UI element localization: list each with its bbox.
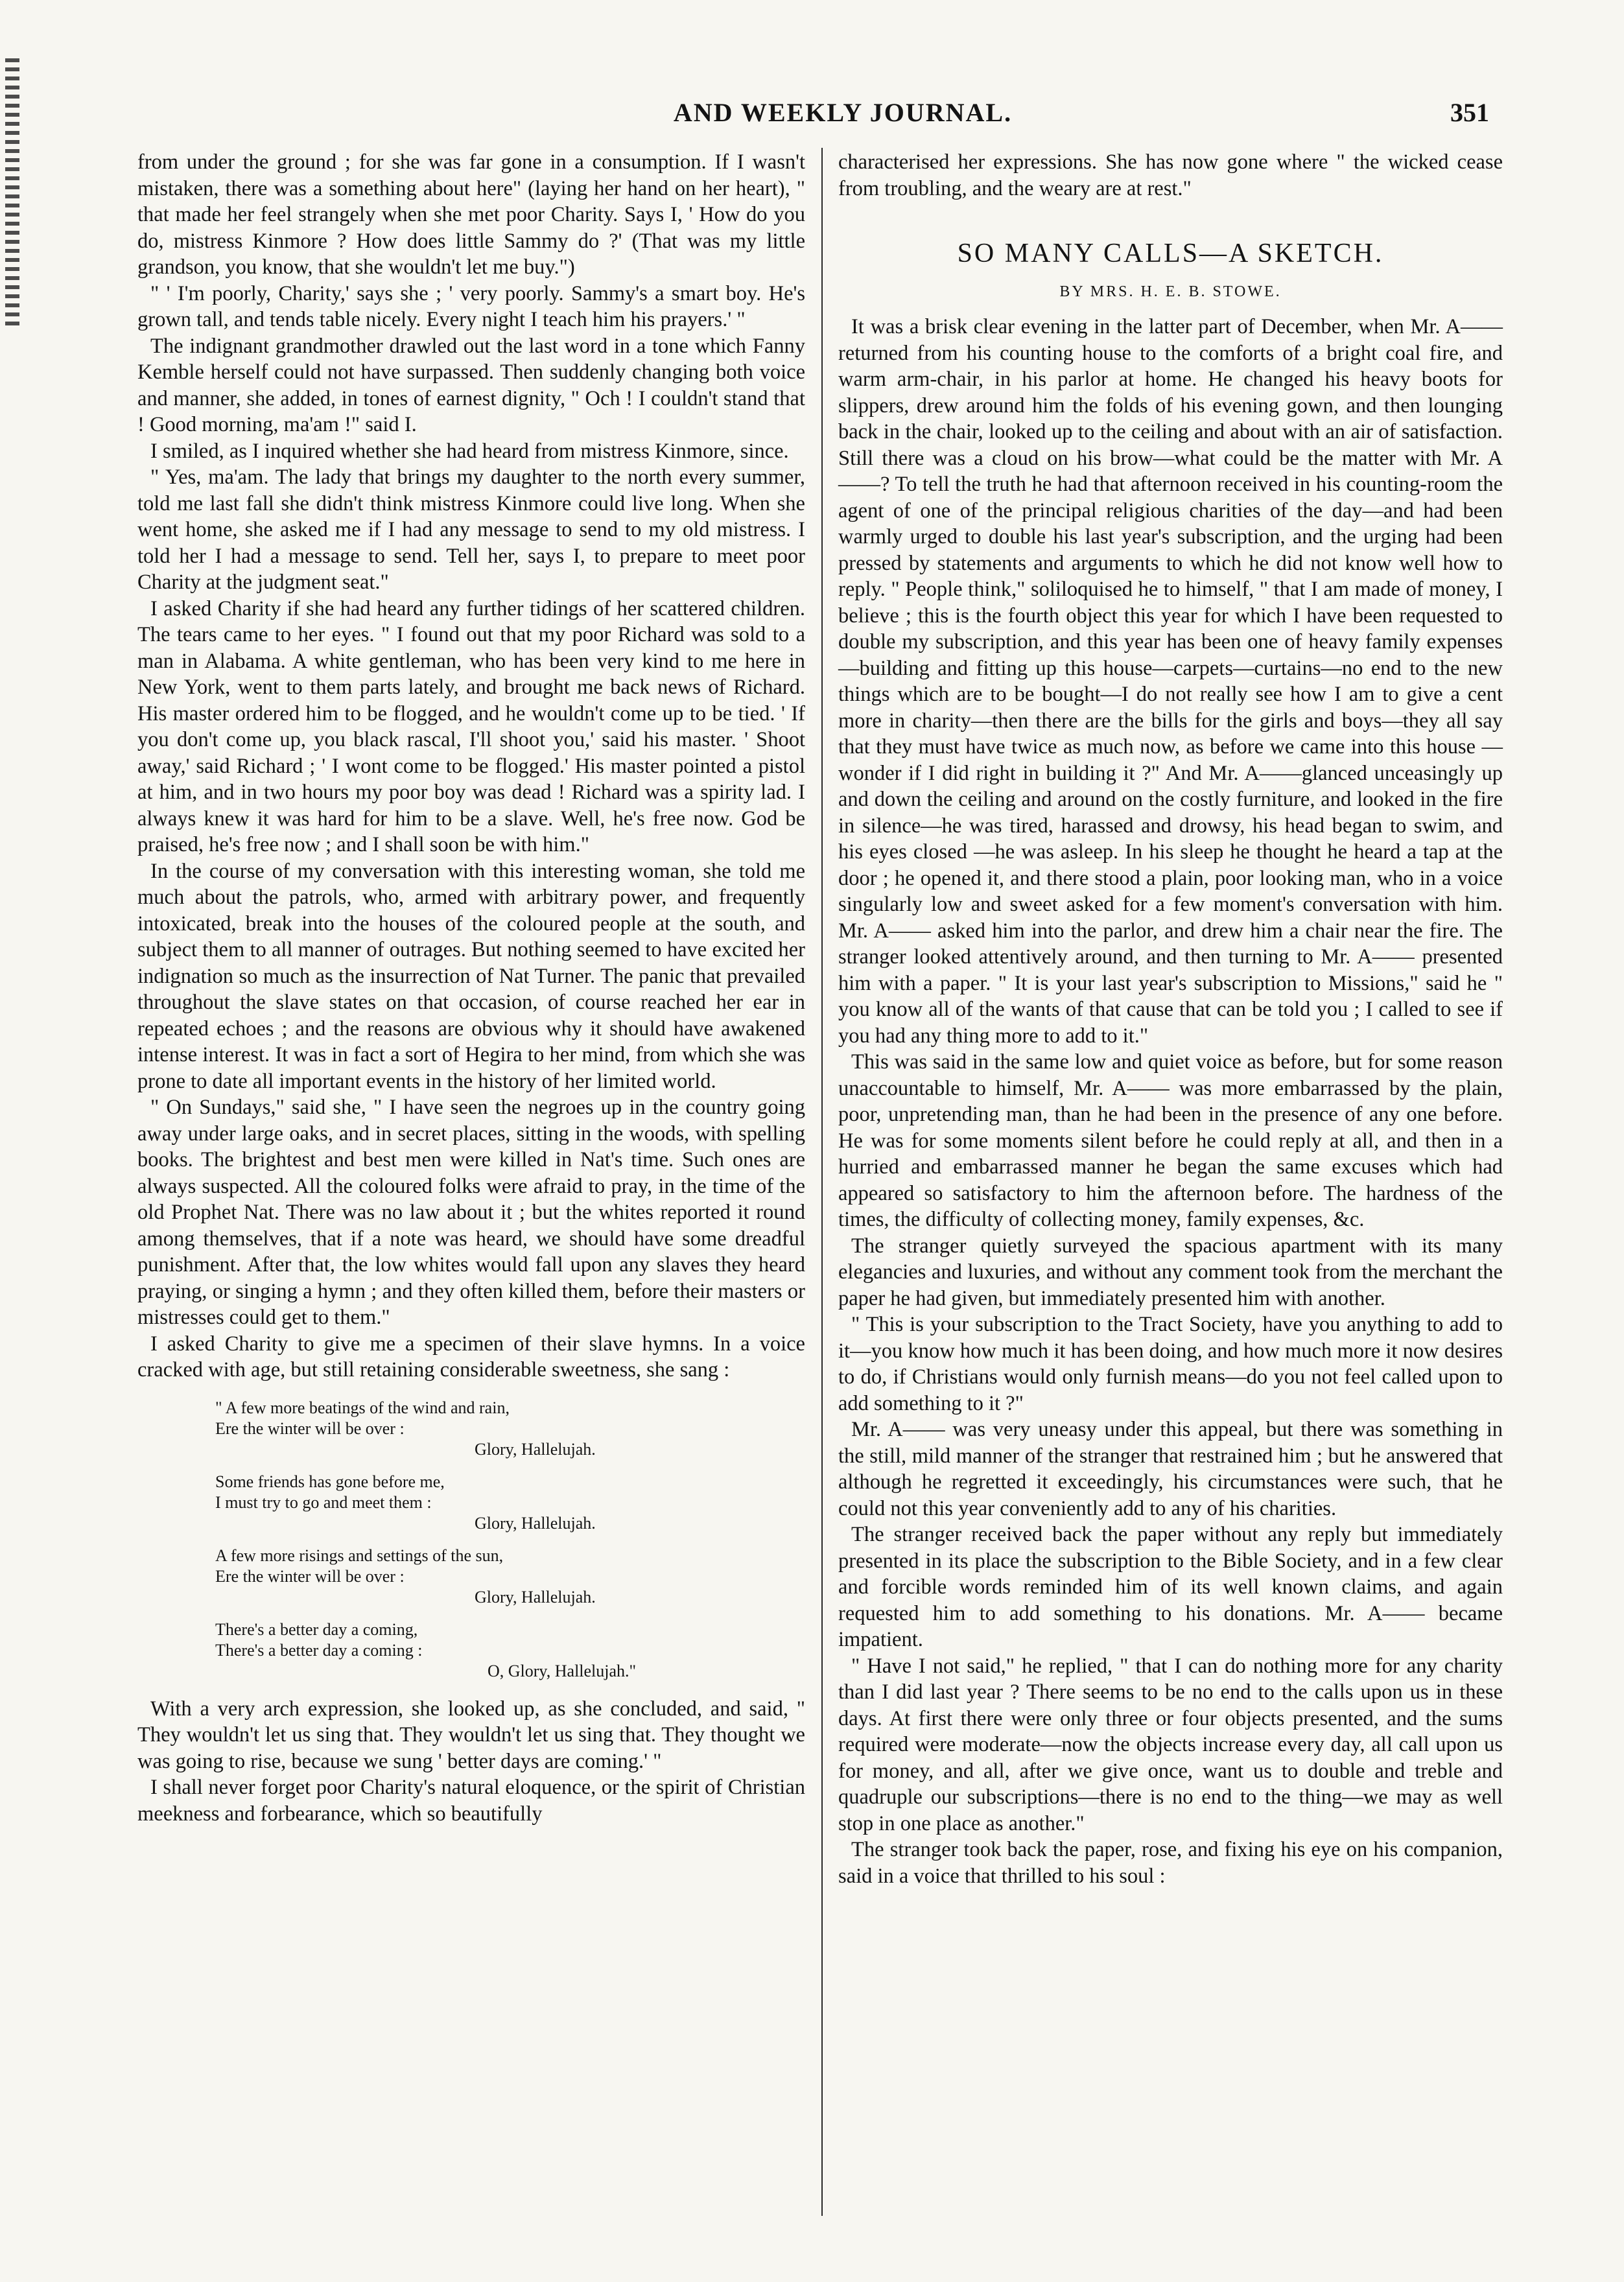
paragraph: With a very arch expression, she looked up, as she concluded, and said, " They wouldn't let us sing that. They wouldn't let us sing that. They thought we was going to rise, because we sung ' better days are coming.' "	[137, 1697, 805, 1773]
paragraph: The stranger received back the paper without any reply but immediately presented in its place the subscription to the Bible Society, and in a few clear and forcible words reminded him of its well known claims, and again requested him to add something to his donations. Mr. A—— became impatient.	[838, 1523, 1503, 1651]
hymn-line: There's a better day a coming :	[215, 1640, 423, 1660]
paragraph: " Yes, ma'am. The lady that brings my daughter to the north every summer, told me last fall she didn't think mistress Kinmore could live long. When she went home, she asked me if I had any message to send to my old mistress. I told her I had a message to send. Tell her, says I, to prepare to meet poor Charity at the judgment seat."	[137, 465, 805, 594]
hymn-refrain: Glory, Hallelujah.	[475, 1513, 596, 1533]
slave-hymn	[137, 1398, 805, 1682]
paragraph: The stranger took back the paper, rose, and fixing his eye on his companion, said in a voice that thrilled to his soul :	[838, 1838, 1503, 1888]
hymn-stanza	[137, 1472, 805, 1534]
hymn-refrain: O, Glory, Hallelujah."	[488, 1661, 637, 1680]
paragraph: The stranger quietly surveyed the spacious apartment with its many elegancies and luxuries, and without any comment took from the merchant the paper he had given, but immediately presented him with another.	[838, 1234, 1503, 1310]
paragraph: The indignant grandmother drawled out the last word in a tone which Fanny Kemble herself could not have surpassed. Then suddenly changing both voice and manner, she added, in tones of earnest dignity, " Och ! I couldn't stand that ! Good morning, ma'am !" said I.	[137, 334, 805, 436]
paragraph: I asked Charity to give me a specimen of their slave hymns. In a voice cracked with age, but still retaining considerable sweetness, she sang :	[137, 1332, 805, 1382]
hymn-line: Some friends has gone before me,	[215, 1472, 445, 1491]
article-title: SO MANY CALLS—A SKETCH.	[957, 239, 1384, 268]
paragraph: characterised her expressions. She has now gone where " the wicked cease from troubling, and the weary are at rest."	[838, 150, 1503, 200]
paragraph: " This is your subscription to the Tract Society, have you anything to add to it—you know how much it has been doing, and how much more it now desires to do, if Christians would only furnish means—do you not feel called upon to add something to it ?"	[838, 1313, 1503, 1415]
hymn-line: Ere the winter will be over :	[215, 1418, 405, 1438]
column-rule	[821, 148, 823, 2216]
paragraph: " ' I'm poorly, Charity,' says she ; ' very poorly. Sammy's a smart boy. He's grown tall, and tends table nicely. Every night I teach him his prayers.' "	[137, 281, 805, 331]
hymn-line: There's a better day a coming,	[215, 1619, 418, 1639]
paragraph: I smiled, as I inquired whether she had heard from mistress Kinmore, since.	[150, 439, 789, 463]
paragraph: " On Sundays," said she, " I have seen the negroes up in the country going away under large oaks, and in secret places, sitting in the woods, with spelling books. The brightest and best men were killed in Nat's time. Such ones are always suspected. All the coloured folks were afraid to pray, in the time of the old Prophet Nat. There was no law about it ; but the whites reported it round among themselves, that if a note was heard, we should have some dreadful punishment. After that, the low whites would fall upon any slaves they heard praying, or singing a hymn ; and they often killed them, before their masters or mistresses could get to them."	[137, 1096, 805, 1329]
article-byline: BY MRS. H. E. B. STOWE.	[1059, 283, 1282, 300]
page-number: 351	[1450, 98, 1489, 127]
hymn-stanza	[137, 1619, 805, 1682]
hymn-line: " A few more beatings of the wind and rain,	[215, 1398, 510, 1417]
right-column	[838, 149, 1503, 1889]
paragraph: This was said in the same low and quiet voice as before, but for some reason unaccountable to himself, Mr. A—— was more embarrassed by the plain, poor, unpretending man, than he had been in the presence of any one before. He was for some moments silent before he could reply at all, and then in a hurried and embarrassed manner he began the same excuses which had appeared so satisfactory to him the afternoon before. The hardness of the times, the difficulty of collecting money, family expenses, &c.	[838, 1050, 1503, 1231]
paragraph: I asked Charity if she had heard any further tidings of her scattered children. The tears came to her eyes. " I found out that my poor Richard was sold to a man in Alabama. A white gentleman, who has been very kind to me here in New York, went to them parts lately, and brought me back news of Richard. His master ordered him to be flogged, and he wouldn't come up to be tied. ' If you don't come up, you black rascal, I'll shoot you,' said his master. ' Shoot away,' said Richard ; ' I wont come to be flogged.' His master pointed a pistol at him, and in two hours my poor boy was dead ! Richard was a spirity lad. I always knew it was hard for him to be a slave. Well, he's free now. God be praised, he's free now ; and I shall soon be with him."	[137, 596, 805, 856]
hymn-line: Ere the winter will be over :	[215, 1566, 405, 1586]
scan-edge-mark	[5, 58, 19, 331]
paragraph: It was a brisk clear evening in the latter part of December, when Mr. A—— returned from his counting house to the comforts of a bright coal fire, and warm arm-chair, in his parlor at home. He changed his heavy boots for slippers, drew around him the folds of his evening gown, and then lounging back in the chair, looked up to the ceiling and about with an air of satisfaction. Still there was a cloud on his brow—what could be the matter with Mr. A——? To tell the truth he had that afternoon received in his counting-room the agent of one of the principal religious charities of the day—and had been warmly urged to double his last year's subscription, and the urging had been pressed by statements and arguments to which he did not know well how to reply. " People think," soliloquised he to himself, " that I am made of money, I believe ; this is the fourth object this year for which I have been requested to double my subscription, and this year has been one of heavy family expenses—building and fitting up this house—carpets—curtains—no end to the new things which are to be bought—I do not really see how I am to give a cent more in charity—then there are the bills for the girls and boys—they all say that they must have twice as much now, as before we came into this house —wonder if I did right in building it ?" And Mr. A——glanced unceasingly up and down the ceiling and around on the costly furniture, and looked in the fire in silence—he was tired, harassed and drowsy, his head began to swim, and his eyes closed —he was asleep. In his sleep he thought he heard a tap at the door ; he opened it, and there stood a plain, poor looking man, who in a voice singularly low and sweet asked for a few moment's conversation with him. Mr. A—— asked him into the parlor, and drew him a chair near the fire. The stranger looked attentively around, and then turning to Mr. A—— presented him with a paper. " It is your last year's subscription to Missions," said he " you know all of the wants of that cause that can be told you ; I called to see if you had any thing more to add to it."	[838, 315, 1503, 1048]
hymn-line: I must try to go and meet them :	[215, 1492, 432, 1512]
paragraph: " Have I not said," he replied, " that I can do nothing more for any charity than I did last year ? There seems to be no end to the calls upon us in these days. At first there were only three or four objects presented, and the sums required were moderate—now the objects increase every day, all call upon us for money, and all, after we give once, want us to double and treble and quadruple our subscriptions—there is no end to the thing—we may as well stop in one place as another."	[838, 1654, 1503, 1835]
paragraph: from under the ground ; for she was far gone in a consumption. If I wasn't mistaken, there was a something about here" (laying her hand on her heart), " that made her feel strangely when she met poor Charity. Says I, ' How do you do, mistress Kinmore ? How does little Sammy do ?' (That was my little grandson, you know, that she wouldn't let me buy.")	[137, 150, 805, 279]
hymn-stanza	[137, 1398, 805, 1460]
left-column	[137, 149, 805, 1827]
hymn-line: A few more risings and settings of the sun,	[215, 1546, 504, 1565]
hymn-stanza	[137, 1546, 805, 1608]
hymn-refrain: Glory, Hallelujah.	[475, 1439, 596, 1459]
paragraph: Mr. A—— was very uneasy under this appeal, but there was something in the still, mild manner of the stranger that restrained him ; but he answered that although he regretted it exceedingly, his circumstances were such, that he could not this year conveniently add to any of his charities.	[838, 1418, 1503, 1520]
hymn-refrain: Glory, Hallelujah.	[475, 1587, 596, 1606]
running-title: AND WEEKLY JOURNAL.	[673, 98, 1013, 127]
paragraph: In the course of my conversation with this interesting woman, she told me much about the patrols, who, armed with arbitrary power, and frequently intoxicated, break into the houses of the coloured people at the south, and subject them to all manner of outrages. But nothing seemed to have excited her indignation so much as the insurrection of Nat Turner. The panic that prevailed throughout the slave states on that occasion, of course reached her ear in repeated echoes ; and the reasons are obvious why it should have awakened intense interest. It was in fact a sort of Hegira to her mind, from which she was prone to date all important events in the history of her limited world.	[137, 859, 805, 1093]
paragraph: I shall never forget poor Charity's natural eloquence, or the spirit of Christian meekness and forbearance, which so beautifully	[137, 1776, 805, 1826]
